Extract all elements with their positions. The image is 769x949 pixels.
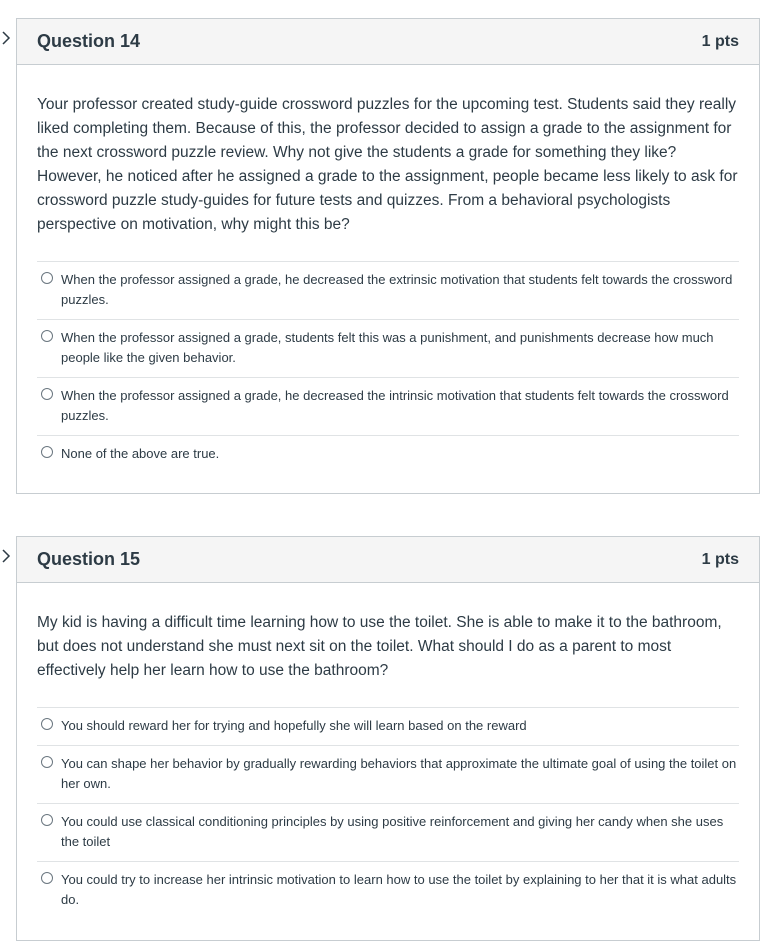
radio-button-icon[interactable] [41, 718, 53, 730]
question-text: Your professor created study-guide crossword puzzles for the upcoming test. Students said they really liked completing them. Because of this, the professor decided to assign a grade to the assignment for the next crossword puzzle review. Why not give the students a grade for something they like? However, he noticed after he assigned a grade to the assignment, people became less likely to ask for crossword puzzle study-guides for future tests and quizzes. From a behavioral psychologists perspective on motivation, why might this be? [37, 96, 738, 233]
answer-label[interactable]: You should reward her for trying and hopefully she will learn based on the reward [61, 718, 527, 733]
question-14-card [16, 18, 760, 494]
answer-option[interactable] [37, 378, 739, 436]
question-15-card [16, 536, 760, 941]
answer-label[interactable]: When the professor assigned a grade, he decreased the extrinsic motivation that students felt towards the crossword puzzles. [61, 272, 733, 307]
answer-option[interactable] [37, 320, 739, 378]
radio-button-icon[interactable] [41, 388, 53, 400]
question-title: Question 14 [37, 31, 141, 51]
answer-list [37, 707, 739, 919]
answer-option[interactable] [37, 862, 739, 919]
question-header [17, 537, 759, 583]
answer-label[interactable]: You can shape her behavior by gradually rewarding behaviors that approximate the ultimate goal of using the toilet on her own. [61, 756, 737, 791]
question-points: 1 pts [701, 32, 739, 50]
radio-button-icon[interactable] [41, 814, 53, 826]
question-body [17, 583, 759, 919]
answer-option[interactable] [37, 436, 739, 473]
radio-button-icon[interactable] [41, 872, 53, 884]
answer-list [37, 261, 739, 473]
answer-option[interactable] [37, 708, 739, 746]
question-title: Question 15 [37, 549, 141, 569]
question-flag-icon[interactable] [1, 31, 11, 45]
radio-button-icon[interactable] [41, 446, 53, 458]
radio-button-icon[interactable] [41, 272, 53, 284]
question-points: 1 pts [701, 550, 739, 568]
answer-option[interactable] [37, 804, 739, 862]
answer-label[interactable]: When the professor assigned a grade, he decreased the intrinsic motivation that students felt towards the crossword puzzles. [61, 388, 729, 423]
answer-label[interactable]: You could use classical conditioning principles by using positive reinforcement and giving her candy when she uses the toilet [61, 814, 724, 849]
question-header [17, 19, 759, 65]
radio-button-icon[interactable] [41, 756, 53, 768]
answer-label[interactable]: When the professor assigned a grade, students felt this was a punishment, and punishments decrease how much people like the given behavior. [61, 330, 714, 365]
answer-label[interactable]: You could try to increase her intrinsic motivation to learn how to use the toilet by explaining to her that it is what adults do. [61, 872, 737, 907]
radio-button-icon[interactable] [41, 330, 53, 342]
answer-label[interactable]: None of the above are true. [61, 446, 220, 461]
answer-option[interactable] [37, 746, 739, 804]
question-text: My kid is having a difficult time learning how to use the toilet. She is able to make it to the bathroom, but does not understand she must next sit on the toilet. What should I do as a parent to most effectively help her learn how to use the bathroom? [37, 614, 722, 679]
question-body [17, 65, 759, 473]
question-flag-icon[interactable] [1, 549, 11, 563]
answer-option[interactable] [37, 262, 739, 320]
